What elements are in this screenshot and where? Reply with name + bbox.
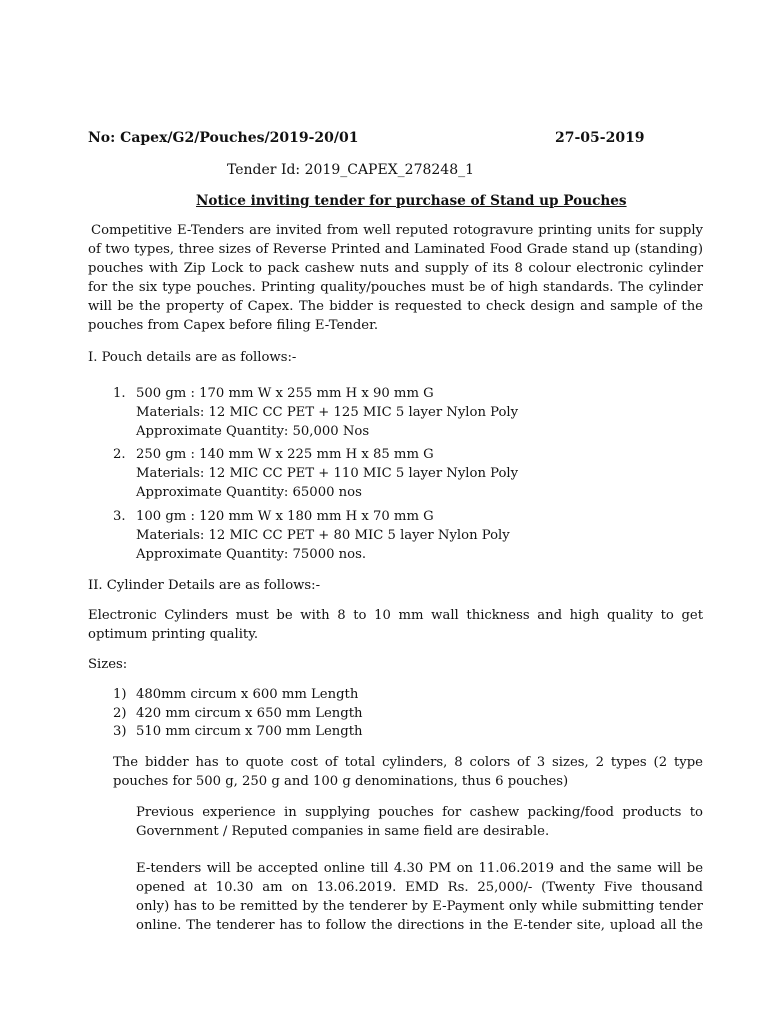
paragraph-line: pouches with Zip Lock to pack cashew nuts and supply of its 8 colour electronic cylinder	[88, 261, 703, 276]
reference-number: No: Capex/G2/Pouches/2019-20/01	[88, 130, 359, 146]
list-item-number: 2.	[113, 447, 126, 462]
paragraph-line: E-tenders will be accepted online till 4.30 PM on 11.06.2019 and the same will be	[136, 861, 703, 876]
tender-id: Tender Id: 2019_CAPEX_278248_1	[227, 162, 475, 178]
list-item-number: 3)	[113, 724, 127, 739]
pouch-size: 500 gm : 170 mm W x 255 mm H x 90 mm G	[136, 386, 434, 401]
pouch-size: 250 gm : 140 mm W x 225 mm H x 85 mm G	[136, 447, 434, 462]
list-item-number: 1)	[113, 687, 127, 702]
cylinder-size: 420 mm circum x 650 mm Length	[136, 706, 363, 721]
list-item-number: 1.	[113, 386, 126, 401]
list-item-number: 2)	[113, 706, 127, 721]
paragraph-line: pouches from Capex before filing E-Tender.	[88, 318, 379, 333]
document-date: 27-05-2019	[555, 130, 645, 146]
pouch-size: 100 gm : 120 mm W x 180 mm H x 70 mm G	[136, 509, 434, 524]
paragraph-line: online. The tenderer has to follow the directions in the E-tender site, upload all the	[136, 918, 703, 933]
pouch-materials: Materials: 12 MIC CC PET + 80 MIC 5 layer Nylon Poly	[136, 528, 510, 543]
pouch-quantity: Approximate Quantity: 50,000 Nos	[136, 424, 370, 439]
section-heading-pouch-details: I. Pouch details are as follows:-	[88, 350, 297, 365]
paragraph-line: only) has to be remitted by the tenderer by E-Payment only while submitting tender	[136, 899, 703, 914]
paragraph-line: of two types, three sizes of Reverse Printed and Laminated Food Grade stand up (standing)	[88, 242, 703, 257]
paragraph-line: opened at 10.30 am on 13.06.2019. EMD Rs. 25,000/- (Twenty Five thousand	[136, 880, 703, 895]
paragraph-line: pouches for 500 g, 250 g and 100 g denominations, thus 6 pouches)	[113, 774, 569, 789]
paragraph-line: Government / Reputed companies in same field are desirable.	[136, 824, 550, 839]
pouch-materials: Materials: 12 MIC CC PET + 125 MIC 5 layer Nylon Poly	[136, 405, 519, 420]
paragraph-line: Electronic Cylinders must be with 8 to 10 mm wall thickness and high quality to get	[88, 608, 703, 623]
paragraph-line: will be the property of Capex. The bidder is requested to check design and sample of the	[88, 299, 703, 314]
document-title: Notice inviting tender for purchase of Stand up Pouches	[196, 193, 627, 209]
cylinder-size: 480mm circum x 600 mm Length	[136, 687, 359, 702]
paragraph-line: The bidder has to quote cost of total cylinders, 8 colors of 3 sizes, 2 types (2 type	[113, 755, 703, 770]
paragraph-line: optimum printing quality.	[88, 627, 259, 642]
paragraph-line: Competitive E-Tenders are invited from well reputed rotogravure printing units for supply	[91, 223, 703, 238]
paragraph-line: Previous experience in supplying pouches for cashew packing/food products to	[136, 805, 703, 820]
paragraph-line: for the six type pouches. Printing quality/pouches must be of high standards. The cylinder	[88, 280, 703, 295]
pouch-quantity: Approximate Quantity: 65000 nos	[136, 485, 362, 500]
section-heading-cylinder-details: II. Cylinder Details are as follows:-	[88, 578, 321, 593]
pouch-quantity: Approximate Quantity: 75000 nos.	[136, 547, 367, 562]
cylinder-size: 510 mm circum x 700 mm Length	[136, 724, 363, 739]
pouch-materials: Materials: 12 MIC CC PET + 110 MIC 5 layer Nylon Poly	[136, 466, 519, 481]
sizes-label: Sizes:	[88, 657, 128, 672]
list-item-number: 3.	[113, 509, 126, 524]
